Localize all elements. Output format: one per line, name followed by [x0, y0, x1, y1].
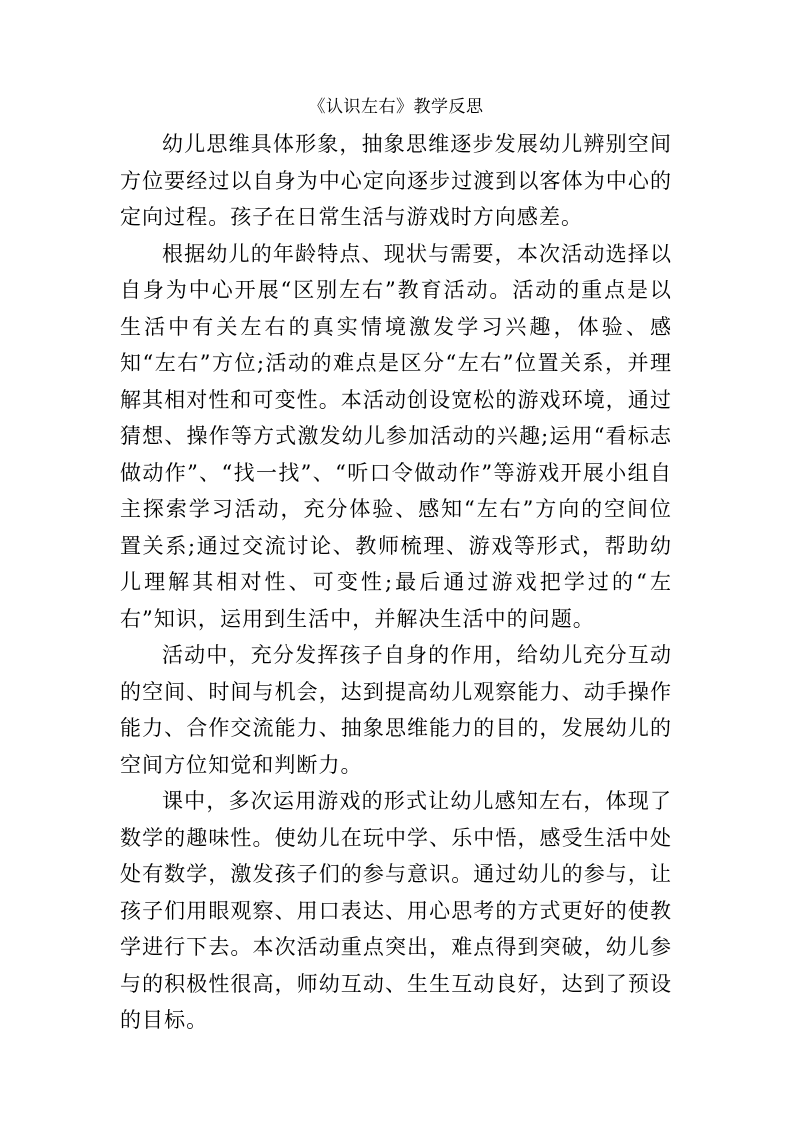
- paragraph-3: 活动中，充分发挥孩子自身的作用，给幼儿充分互动的空间、时间与机会，达到提高幼儿观察能力、动手操作能力、合作交流能力、抽象思维能力的目的，发展幼儿的空间方位知觉和判断力。: [120, 643, 672, 777]
- paragraph-4: 课中，多次运用游戏的形式让幼儿感知左右，体现了数学的趣味性。使幼儿在玩中学、乐中悟，感受生活中处处有数学，激发孩子们的参与意识。通过幼儿的参与，让孩子们用眼观察、用口表达、用心思考的方式更好的使教学进行下去。本次活动重点突出，难点得到突破，幼儿参与的积极性很高，师幼互动、生生互动良好，达到了预设的目标。: [120, 789, 672, 1032]
- document-title: 《认识左右》教学反思: [308, 97, 484, 117]
- document-page: [120, 95, 672, 1039]
- paragraph-1: 幼儿思维具体形象，抽象思维逐步发展幼儿辨别空间方位要经过以自身为中心定向逐步过渡到以客体为中心的定向过程。孩子在日常生活与游戏时方向感差。: [120, 132, 672, 229]
- paragraph-2: 根据幼儿的年龄特点、现状与需要，本次活动选择以自身为中心开展“区别左右”教育活动。活动的重点是以生活中有关左右的真实情境激发学习兴趣，体验、感知“左右”方位;活动的难点是区分“左右”位置关系，并理解其相对性和可变性。本活动创设宽松的游戏环境，通过猜想、操作等方式激发幼儿参加活动的兴趣;运用“看标志做动作”、“找一找”、“听口令做动作”等游戏开展小组自主探索学习活动，充分体验、感知“左右”方向的空间位置关系;通过交流讨论、教师梳理、游戏等形式，帮助幼儿理解其相对性、可变性;最后通过游戏把学过的“左右”知识，运用到生活中，并解决生活中的问题。: [120, 241, 672, 631]
